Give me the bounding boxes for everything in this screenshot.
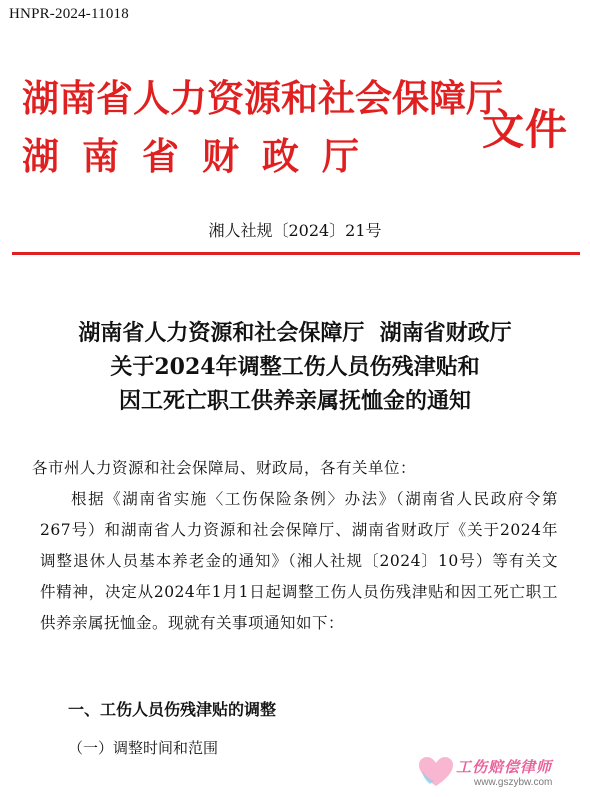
document-suffix: 文件 — [482, 105, 569, 154]
watermark-url: www.gszybw.com — [474, 777, 553, 788]
watermark — [412, 752, 584, 792]
issuer-hrss: 湖南省人力资源和社会保障厅 — [22, 76, 503, 120]
subsection-heading-1: （一）调整时间和范围 — [68, 739, 219, 757]
file-number: 湘人社规〔2024〕21号 — [208, 221, 382, 240]
body-paragraph: 根据《湖南省实施〈工伤保险条例〉办法》（湖南省人民政府令第267号）和湖南省人力资源和社会保障厅、湖南省财政厅《关于2024年调整退休人员基本养老金的通知》（湘人社规〔2024〕10号）等有关文件精神，决定从2024年1月1日起调整工伤人员伤残津贴和因工死亡职工供养亲属抚恤金。现就有关事项通知如下： — [40, 490, 558, 632]
title-line-1: 湖南省人力资源和社会保障厅 湖南省财政厅 — [78, 320, 512, 346]
heart-logo-icon — [416, 754, 456, 790]
red-divider — [12, 252, 580, 255]
salutation: 各市州人力资源和社会保障局、财政局，各有关单位： — [32, 459, 417, 477]
body-text — [32, 453, 558, 639]
title-line-3: 因工死亡职工供养亲属抚恤金的通知 — [118, 388, 471, 414]
title-line-2: 关于2024年调整工伤人员伤残津贴和 — [110, 354, 480, 380]
section-heading-1: 一、工伤人员伤残津贴的调整 — [68, 700, 277, 719]
issuer-finance: 湖南省财政厅 — [22, 134, 382, 178]
document-code: HNPR-2024-11018 — [9, 6, 129, 22]
watermark-name: 工伤赔偿律师 — [456, 758, 553, 776]
